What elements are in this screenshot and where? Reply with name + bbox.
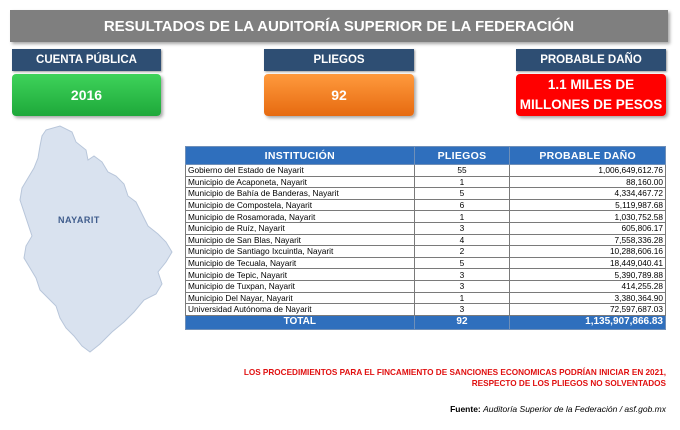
- pliegos-cell: 6: [414, 199, 510, 211]
- dano-cell: 1,030,752.58: [510, 211, 666, 223]
- pliegos-value-text: 92: [331, 86, 347, 103]
- institucion-cell: Municipio de San Blas, Nayarit: [186, 234, 415, 246]
- institucion-cell: Municipio de Acaponeta, Nayarit: [186, 176, 415, 188]
- table-row: [186, 176, 666, 188]
- table-row: [186, 222, 666, 234]
- pliegos-header: PLIEGOS: [264, 49, 414, 71]
- institucion-cell: Municipio de Ruíz, Nayarit: [186, 222, 415, 234]
- pliegos-cell: 5: [414, 257, 510, 269]
- institucion-cell: Gobierno del Estado de Nayarit: [186, 165, 415, 177]
- dano-cell: 605,806.17: [510, 222, 666, 234]
- header-institucion: INSTITUCIÓN: [186, 147, 415, 165]
- nayarit-map-icon: [16, 122, 184, 358]
- table-row: [186, 199, 666, 211]
- institucion-cell: Universidad Autónoma de Nayarit: [186, 304, 415, 316]
- pliegos-cell: 4: [414, 234, 510, 246]
- pliegos-cell: 1: [414, 176, 510, 188]
- dano-cell: 72,597,687.03: [510, 304, 666, 316]
- procedures-note: [206, 367, 666, 389]
- dano-cell: 18,449,040.41: [510, 257, 666, 269]
- dano-cell: 10,288,606.16: [510, 246, 666, 258]
- table-row: [186, 269, 666, 281]
- dano-cell: 414,255.28: [510, 280, 666, 292]
- results-table: [185, 146, 666, 330]
- source-credit: [450, 404, 666, 414]
- cuenta-publica-value: [12, 74, 161, 116]
- total-dano: 1,135,907,866.83: [510, 315, 666, 329]
- map-label: NAYARIT: [58, 215, 100, 225]
- pliegos-cell: 55: [414, 165, 510, 177]
- table-row: [186, 280, 666, 292]
- dano-cell: 4,334,467.72: [510, 188, 666, 200]
- table-row: [186, 304, 666, 316]
- pliegos-cell: 2: [414, 246, 510, 258]
- source-text: Auditoría Superior de la Federación / asf.gob.mx: [483, 404, 666, 414]
- institucion-cell: Municipio de Tepic, Nayarit: [186, 269, 415, 281]
- dano-cell: 88,160.00: [510, 176, 666, 188]
- page-title: RESULTADOS DE LA AUDITORÍA SUPERIOR DE LA FEDERACIÓN: [10, 10, 668, 42]
- table-row: [186, 292, 666, 304]
- pliegos-cell: 3: [414, 222, 510, 234]
- institucion-cell: Municipio de Compostela, Nayarit: [186, 199, 415, 211]
- pliegos-cell: 3: [414, 304, 510, 316]
- pliegos-cell: 5: [414, 188, 510, 200]
- header-probable-dano: PROBABLE DAÑO: [510, 147, 666, 165]
- cuenta-publica-header: CUENTA PÚBLICA: [12, 49, 161, 71]
- institucion-cell: Municipio de Tecuala, Nayarit: [186, 257, 415, 269]
- total-label: TOTAL: [186, 315, 415, 329]
- dano-cell: 7,558,336.28: [510, 234, 666, 246]
- table-row: [186, 188, 666, 200]
- institucion-cell: Municipio de Tuxpan, Nayarit: [186, 280, 415, 292]
- pliegos-cell: 3: [414, 269, 510, 281]
- pliegos-cell: 1: [414, 211, 510, 223]
- probable-dano-header: PROBABLE DAÑO: [516, 49, 666, 71]
- table-row: [186, 211, 666, 223]
- probable-dano-value: [516, 74, 666, 116]
- table-row: [186, 246, 666, 258]
- probable-dano-line2: MILLONES DE PESOS: [519, 97, 663, 112]
- note-line2: RESPECTO DE LOS PLIEGOS NO SOLVENTADOS: [471, 379, 666, 388]
- dano-cell: 1,006,649,612.76: [510, 165, 666, 177]
- header-pliegos: PLIEGOS: [414, 147, 510, 165]
- table-row: [186, 165, 666, 177]
- pliegos-value: [264, 74, 414, 116]
- pliegos-cell: 1: [414, 292, 510, 304]
- dano-cell: 5,390,789.88: [510, 269, 666, 281]
- source-label: Fuente:: [450, 404, 481, 414]
- total-row: [186, 315, 666, 329]
- institucion-cell: Municipio de Bahía de Banderas, Nayarit: [186, 188, 415, 200]
- dano-cell: 5,119,987.68: [510, 199, 666, 211]
- cuenta-publica-value-text: 2016: [70, 86, 103, 103]
- note-line1: LOS PROCEDIMIENTOS PARA EL FINCAMIENTO DE SANCIONES ECONOMICAS PODRÍAN INICIAR EN 2021,: [243, 368, 666, 377]
- pliegos-cell: 3: [414, 280, 510, 292]
- table-row: [186, 257, 666, 269]
- total-pliegos: 92: [414, 315, 510, 329]
- dano-cell: 3,380,364.90: [510, 292, 666, 304]
- institucion-cell: Municipio de Rosamorada, Nayarit: [186, 211, 415, 223]
- institucion-cell: Municipio de Santiago Ixcuintla, Nayarit: [186, 246, 415, 258]
- probable-dano-line1: 1.1 MILES DE: [547, 77, 635, 93]
- table-row: [186, 234, 666, 246]
- institucion-cell: Municipio Del Nayar, Nayarit: [186, 292, 415, 304]
